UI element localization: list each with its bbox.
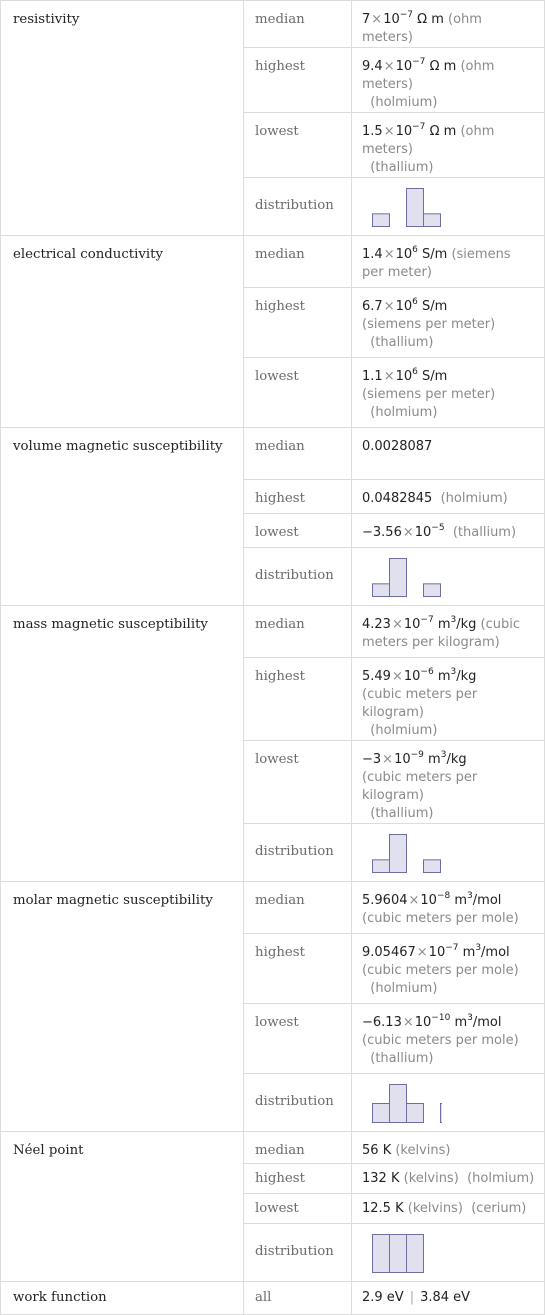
stat-value: 132 K (kelvins) (holmium) <box>352 1164 545 1194</box>
property-name: Néel point <box>1 1132 244 1282</box>
stat-label: highest <box>244 480 352 514</box>
stat-label: distribution <box>244 824 352 882</box>
property-name: resistivity <box>1 1 244 236</box>
stat-label: median <box>244 1132 352 1164</box>
stat-label: lowest <box>244 113 352 178</box>
stat-label: highest <box>244 48 352 113</box>
distribution-histogram <box>352 824 545 882</box>
stat-value: $5.9604\times 10^{-8}$ $m^3$/mol (cubic meters per mole) <box>352 882 545 934</box>
stat-value: 0.0482845 (holmium) <box>352 480 545 514</box>
stat-value: $9.4\times 10^{-7}$ Ω m (ohm meters) (holmium) <box>352 48 545 113</box>
stat-label: distribution <box>244 548 352 606</box>
histogram-bar <box>373 860 390 873</box>
stat-label: lowest <box>244 1004 352 1074</box>
stat-label: median <box>244 428 352 480</box>
stat-value: $1.1\times 10^6$ S/m (siemens per meter) (holmium) <box>352 358 545 428</box>
property-name: molar magnetic susceptibility <box>1 882 244 1132</box>
histogram-bar <box>407 1104 424 1123</box>
histogram-bar <box>373 214 390 227</box>
stat-value: $9.05467\times 10^{-7}$ $m^3$/mol (cubic meters per mole) (holmium) <box>352 934 545 1004</box>
stat-value: $1.5\times 10^{-7}$ Ω m (ohm meters) (thallium) <box>352 113 545 178</box>
stat-label: highest <box>244 1164 352 1194</box>
stat-label: median <box>244 236 352 288</box>
stat-value: 56 K (kelvins) <box>352 1132 545 1164</box>
histogram-bar <box>424 860 441 873</box>
stat-value: $4.23\times 10^{-7}$ $m^3/kg$ (cubic meters per kilogram) <box>352 606 545 658</box>
histogram-bar <box>407 1235 424 1273</box>
stat-label: distribution <box>244 1074 352 1132</box>
stat-value: $-3\times 10^{-9}$ $m^3/kg$ (cubic meters per kilogram) (thallium) <box>352 741 545 824</box>
stat-label: distribution <box>244 178 352 236</box>
histogram-bar <box>390 1235 407 1273</box>
stat-label: median <box>244 1 352 48</box>
stat-value: $6.7\times 10^6$ S/m (siemens per meter) (thallium) <box>352 288 545 358</box>
distribution-histogram <box>352 1224 545 1282</box>
histogram-bar <box>373 1104 390 1123</box>
stat-label: median <box>244 606 352 658</box>
histogram-bar <box>424 584 441 597</box>
property-name: mass magnetic susceptibility <box>1 606 244 882</box>
stat-value: $5.49\times 10^{-6}$ $m^3/kg$ (cubic meters per kilogram) (holmium) <box>352 658 545 741</box>
stat-label: highest <box>244 288 352 358</box>
histogram-bar <box>390 1085 407 1123</box>
property-name: work function <box>1 1282 244 1315</box>
histogram-bar <box>373 1235 390 1273</box>
property-name: electrical conductivity <box>1 236 244 428</box>
stat-value: 12.5 K (kelvins) (cerium) <box>352 1194 545 1224</box>
stat-value: 2.9 eV | 3.84 eV <box>352 1282 545 1315</box>
distribution-histogram <box>352 548 545 606</box>
stat-label: lowest <box>244 1194 352 1224</box>
stat-value: 0.0028087 <box>352 428 545 480</box>
stat-label: highest <box>244 658 352 741</box>
histogram-bar <box>424 214 441 227</box>
stat-value: $-6.13\times 10^{-10}$ $m^3$/mol (cubic meters per mole) (thallium) <box>352 1004 545 1074</box>
stat-value: $1.4\times 10^6$ S/m (siemens per meter) <box>352 236 545 288</box>
stat-label: lowest <box>244 741 352 824</box>
stat-value: $7\times 10^{-7}$ Ω m (ohm meters) <box>352 1 545 48</box>
histogram-bar <box>373 584 390 597</box>
histogram-bar <box>441 1104 443 1123</box>
histogram-bar <box>407 189 424 227</box>
property-name: volume magnetic susceptibility <box>1 428 244 606</box>
stat-label: highest <box>244 934 352 1004</box>
stat-value: $-3.56\times 10^{-5}$ (thallium) <box>352 514 545 548</box>
stat-label: distribution <box>244 1224 352 1282</box>
stat-label: lowest <box>244 358 352 428</box>
distribution-histogram <box>352 1074 545 1132</box>
distribution-histogram <box>352 178 545 236</box>
stat-label: lowest <box>244 514 352 548</box>
histogram-bar <box>390 835 407 873</box>
stat-label: median <box>244 882 352 934</box>
histogram-bar <box>390 559 407 597</box>
stat-label: all <box>244 1282 352 1315</box>
